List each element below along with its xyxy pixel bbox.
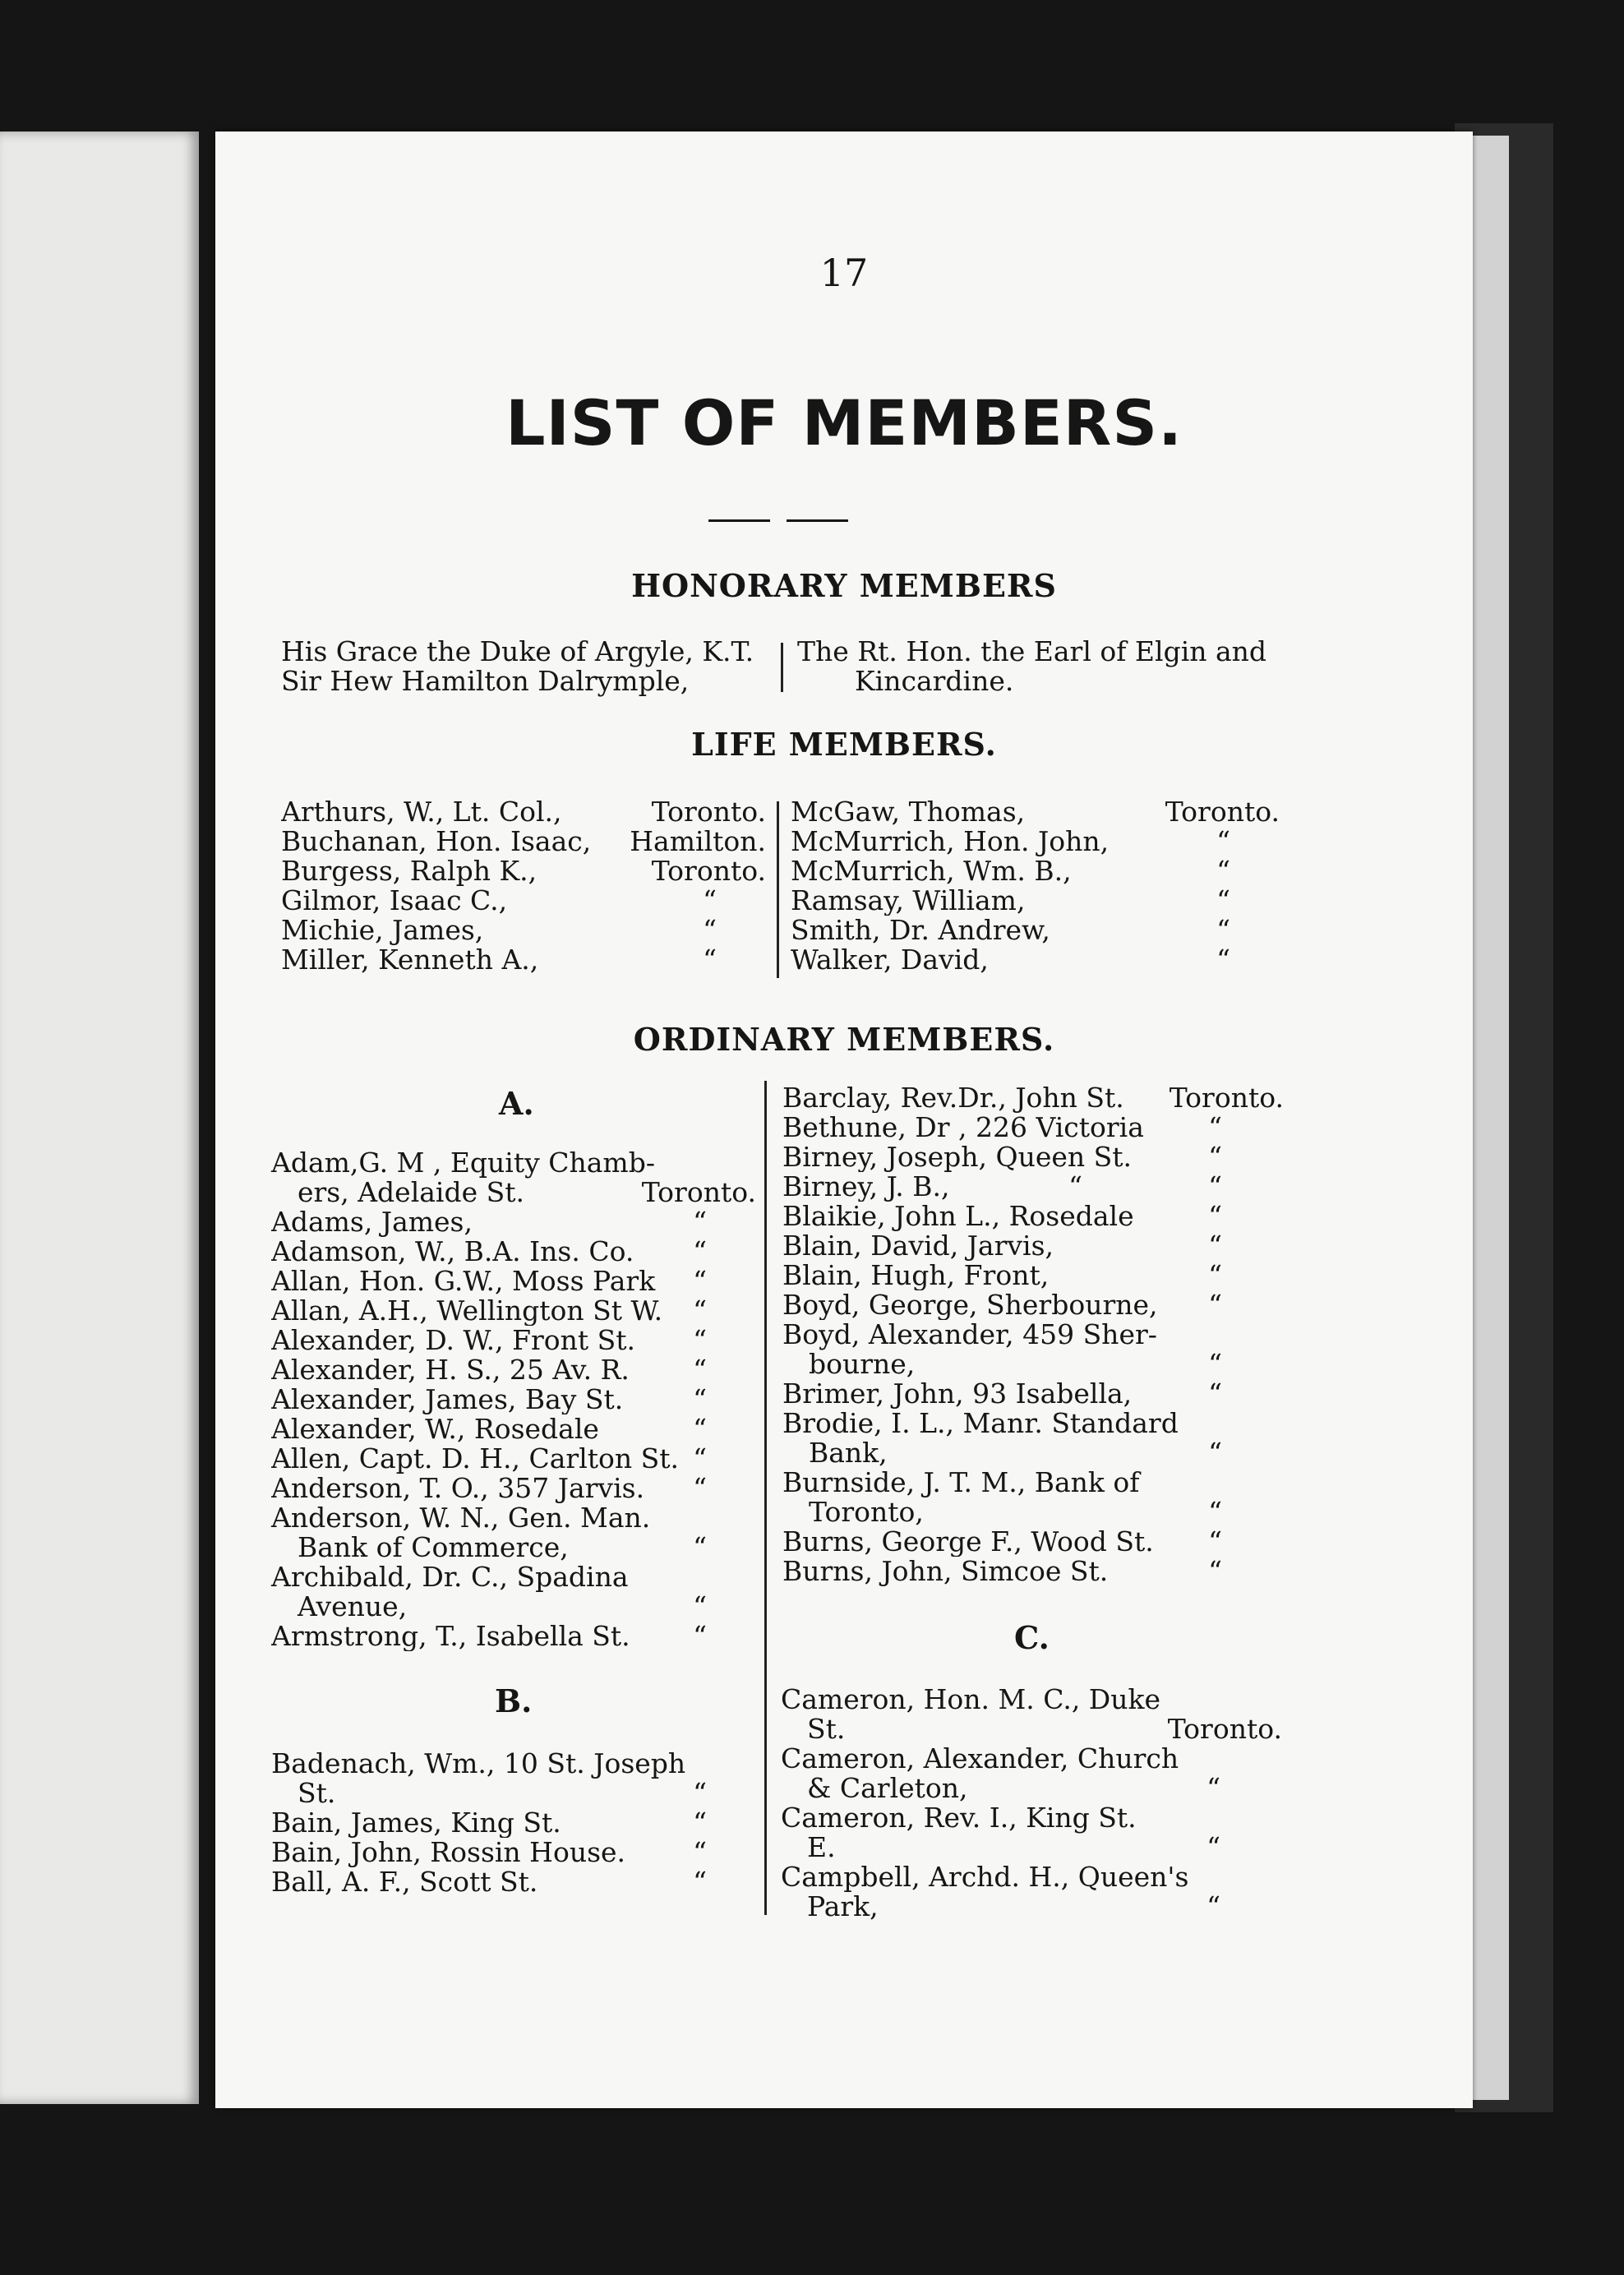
entry-text: Brimer, John, 93 Isabella, — [782, 1379, 1133, 1409]
list-item — [271, 1237, 756, 1267]
entry-text: ers, Adelaide St. — [298, 1178, 524, 1207]
entry-text: “ — [693, 1807, 707, 1839]
list-item — [271, 1414, 756, 1444]
list-item — [271, 1622, 756, 1651]
entry-text: “ — [1208, 1141, 1222, 1173]
list-item — [782, 1557, 1284, 1586]
entry-text: Allan, Hon. G.W., Moss Park — [271, 1267, 656, 1296]
list-item-cont — [782, 1497, 1284, 1527]
entry-text: “ — [693, 1442, 707, 1474]
entry-text: Alexander, James, Bay St. — [271, 1385, 624, 1414]
ordinary-right-b — [782, 1083, 1284, 1586]
entry-text: Toronto. — [1169, 1082, 1284, 1114]
list-item — [281, 797, 766, 827]
entry-text: Bethune, Dr , 226 Victoria — [782, 1113, 1144, 1142]
list-item — [271, 1444, 756, 1474]
entry-text: Bain, John, Rossin House. — [271, 1838, 626, 1867]
entry-text: “ — [1216, 944, 1230, 976]
list-item: Anderson, W. N., Gen. Man. — [271, 1502, 651, 1534]
list-item — [791, 797, 1280, 827]
entry-text: Toronto. — [651, 855, 766, 887]
column-divider — [777, 801, 779, 978]
list-item: Adam,G. M , Equity Chamb- — [271, 1147, 655, 1179]
entry-text: Burns, George F., Wood St. — [782, 1527, 1154, 1557]
book-page — [215, 132, 1473, 2108]
entry-text: Bain, James, King St. — [271, 1808, 561, 1838]
entry-text: “ — [1208, 1377, 1222, 1410]
page-title: LIST OF MEMBERS. — [505, 386, 1183, 459]
list-item: Boyd, Alexander, 459 Sher- — [782, 1318, 1157, 1350]
entry-text: “ — [1208, 1230, 1222, 1262]
entry-text: “ — [693, 1836, 707, 1868]
entry-text: “ — [693, 1590, 707, 1622]
entry-text: “ — [693, 1866, 707, 1898]
list-item — [782, 1261, 1284, 1290]
entry-text: Bank, — [809, 1438, 888, 1468]
entry-text: & Carleton, — [807, 1774, 968, 1803]
list-item-cont — [271, 1533, 756, 1562]
list-item — [281, 916, 766, 945]
list-item-cont — [782, 1350, 1284, 1379]
letter-heading-c: C. — [1014, 1619, 1050, 1656]
entry-text: Ramsay, William, — [791, 886, 1026, 916]
entry-text: McMurrich, Wm. B., — [791, 856, 1072, 886]
entry-text: Michie, James, — [281, 916, 484, 945]
list-item — [281, 886, 766, 916]
list-item — [782, 1113, 1284, 1142]
honorary-member-cont: Kincardine. — [855, 665, 1014, 697]
entry-text: “ — [1068, 1170, 1082, 1202]
honorary-left — [281, 637, 774, 696]
list-item — [791, 945, 1280, 975]
list-item — [782, 1231, 1284, 1261]
honorary-member: Sir Hew Hamilton Dalrymple, — [281, 665, 690, 697]
list-item — [782, 1172, 1284, 1202]
list-item — [271, 1867, 756, 1897]
list-item — [271, 1808, 756, 1838]
list-item — [271, 1296, 756, 1326]
list-item — [271, 1355, 756, 1385]
entry-text: Toronto, — [809, 1497, 924, 1527]
entry-text: Alexander, D. W., Front St. — [271, 1326, 636, 1355]
list-item — [281, 856, 766, 886]
entry-text: Toronto. — [651, 796, 766, 828]
entry-text: “ — [693, 1206, 707, 1238]
list-item — [271, 1267, 756, 1296]
entry-text: McMurrich, Hon. John, — [791, 827, 1110, 856]
list-item: Archibald, Dr. C., Spadina — [271, 1561, 629, 1593]
ordinary-heading: ORDINARY MEMBERS. — [633, 1021, 1055, 1058]
list-item — [271, 1207, 756, 1237]
entry-text: “ — [693, 1531, 707, 1563]
list-item — [271, 1326, 756, 1355]
title-rule-right — [787, 519, 848, 522]
entry-text: “ — [693, 1620, 707, 1652]
entry-text: “ — [1208, 1496, 1222, 1528]
entry-text: Barclay, Rev.Dr., John St. — [782, 1083, 1124, 1113]
list-item — [782, 1379, 1284, 1409]
entry-text: “ — [693, 1472, 707, 1504]
list-item — [782, 1083, 1284, 1113]
title-rule-left — [708, 519, 770, 522]
letter-heading-b: B. — [495, 1682, 533, 1719]
list-item — [791, 856, 1280, 886]
entry-text: Toronto. — [1165, 796, 1280, 828]
life-left — [281, 797, 766, 975]
entry-text: Alexander, H. S., 25 Av. R. — [271, 1355, 630, 1385]
list-item — [791, 916, 1280, 945]
entry-text: “ — [1208, 1200, 1222, 1232]
entry-text: “ — [1208, 1259, 1222, 1291]
entry-text: Adamson, W., B.A. Ins. Co. — [271, 1237, 634, 1267]
entry-text: “ — [1216, 914, 1230, 946]
entry-text: Avenue, — [298, 1592, 408, 1622]
column-divider — [764, 1081, 767, 1915]
ordinary-left-b — [271, 1749, 756, 1897]
entry-text: “ — [1206, 1831, 1220, 1863]
list-item — [782, 1202, 1284, 1231]
entry-text: “ — [703, 944, 717, 976]
entry-text: Ball, A. F., Scott St. — [271, 1867, 538, 1897]
entry-text: “ — [1216, 855, 1230, 887]
entry-text: Walker, David, — [791, 945, 989, 975]
entry-text: “ — [1208, 1437, 1222, 1469]
entry-text: “ — [1208, 1555, 1222, 1587]
ordinary-right-c — [781, 1685, 1282, 1922]
list-item — [281, 945, 766, 975]
page-number: 17 — [819, 251, 869, 295]
entry-text: “ — [693, 1777, 707, 1809]
honorary-heading: HONORARY MEMBERS — [631, 567, 1057, 604]
ordinary-left-a — [271, 1148, 756, 1651]
list-item-cont — [271, 1592, 756, 1622]
entry-text: “ — [693, 1324, 707, 1356]
entry-text: “ — [1208, 1111, 1222, 1143]
list-item: Burnside, J. T. M., Bank of — [782, 1466, 1140, 1498]
entry-text: “ — [693, 1235, 707, 1267]
list-item: Cameron, Hon. M. C., Duke — [781, 1683, 1161, 1715]
entry-text: Armstrong, T., Isabella St. — [271, 1622, 630, 1651]
entry-text: Blaikie, John L., Rosedale — [782, 1202, 1134, 1231]
entry-text: Gilmor, Isaac C., — [281, 886, 508, 916]
letter-heading-a: A. — [499, 1085, 534, 1122]
entry-text: Birney, Joseph, Queen St. — [782, 1142, 1132, 1172]
list-item-cont — [271, 1178, 756, 1207]
entry-text: “ — [1206, 1772, 1220, 1804]
entry-text: Birney, J. B., — [782, 1172, 950, 1202]
life-heading: LIFE MEMBERS. — [691, 726, 997, 763]
list-item: Campbell, Archd. H., Queen's — [781, 1861, 1189, 1893]
list-item: Cameron, Alexander, Church — [781, 1742, 1179, 1774]
entry-text: “ — [693, 1413, 707, 1445]
list-item — [782, 1142, 1284, 1172]
list-item-cont — [782, 1438, 1284, 1468]
entry-text: “ — [1206, 1890, 1220, 1922]
entry-text: Toronto. — [641, 1176, 756, 1208]
honorary-member: The Rt. Hon. the Earl of Elgin and — [797, 635, 1267, 667]
honorary-member: His Grace the Duke of Argyle, K.T. — [281, 635, 754, 667]
list-item: Brodie, I. L., Manr. Standard — [782, 1407, 1179, 1439]
entry-text: Bank of Commerce, — [298, 1533, 569, 1562]
entry-text: Park, — [807, 1892, 879, 1922]
entry-text: “ — [693, 1265, 707, 1297]
entry-text: Boyd, George, Sherbourne, — [782, 1290, 1158, 1320]
entry-text: “ — [1216, 884, 1230, 916]
entry-text: Alexander, W., Rosedale — [271, 1414, 599, 1444]
list-item — [782, 1527, 1284, 1557]
page-stack-edge — [1473, 136, 1509, 2100]
entry-text: St. — [298, 1779, 336, 1808]
list-item: Cameron, Rev. I., King St. — [781, 1802, 1137, 1834]
entry-text: “ — [693, 1383, 707, 1415]
list-item — [791, 886, 1280, 916]
list-item — [271, 1838, 756, 1867]
entry-text: Allen, Capt. D. H., Carlton St. — [271, 1444, 679, 1474]
entry-text: Miller, Kenneth A., — [281, 945, 539, 975]
entry-text: “ — [1208, 1170, 1222, 1202]
list-item: Badenach, Wm., 10 St. Joseph — [271, 1747, 686, 1779]
left-page-edge — [0, 132, 199, 2104]
list-item — [782, 1290, 1284, 1320]
entry-text: Toronto. — [1167, 1713, 1282, 1745]
entry-text: “ — [693, 1354, 707, 1386]
entry-text: McGaw, Thomas, — [791, 797, 1026, 827]
entry-text: “ — [703, 914, 717, 946]
list-item-cont — [781, 1714, 1282, 1744]
list-item — [281, 827, 766, 856]
entry-text: Hamilton. — [630, 825, 766, 857]
entry-text: E. — [807, 1833, 836, 1862]
entry-text: Adams, James, — [271, 1207, 473, 1237]
entry-text: “ — [693, 1294, 707, 1327]
entry-text: Burgess, Ralph K., — [281, 856, 537, 886]
entry-text: “ — [1208, 1289, 1222, 1321]
list-item-cont — [781, 1774, 1282, 1803]
life-right — [791, 797, 1280, 975]
list-item-cont — [271, 1779, 756, 1808]
entry-text: bourne, — [809, 1350, 916, 1379]
entry-text: Blain, David, Jarvis, — [782, 1231, 1054, 1261]
entry-text: Allan, A.H., Wellington St W. — [271, 1296, 663, 1326]
entry-text: “ — [703, 884, 717, 916]
entry-text: Blain, Hugh, Front, — [782, 1261, 1050, 1290]
list-item — [271, 1474, 756, 1503]
entry-text: Anderson, T. O., 357 Jarvis. — [271, 1474, 645, 1503]
list-item — [271, 1385, 756, 1414]
entry-text: “ — [1208, 1525, 1222, 1557]
list-item-cont — [781, 1833, 1282, 1862]
entry-text: Arthurs, W., Lt. Col., — [281, 797, 562, 827]
list-item-cont — [781, 1892, 1282, 1922]
entry-text: St. — [807, 1714, 846, 1744]
list-item — [791, 827, 1280, 856]
honorary-right — [797, 637, 1307, 696]
entry-text: “ — [1216, 825, 1230, 857]
entry-text: Burns, John, Simcoe St. — [782, 1557, 1109, 1586]
column-divider — [781, 643, 783, 692]
entry-text: Smith, Dr. Andrew, — [791, 916, 1050, 945]
entry-text: Buchanan, Hon. Isaac, — [281, 827, 592, 856]
entry-text: “ — [1208, 1348, 1222, 1380]
